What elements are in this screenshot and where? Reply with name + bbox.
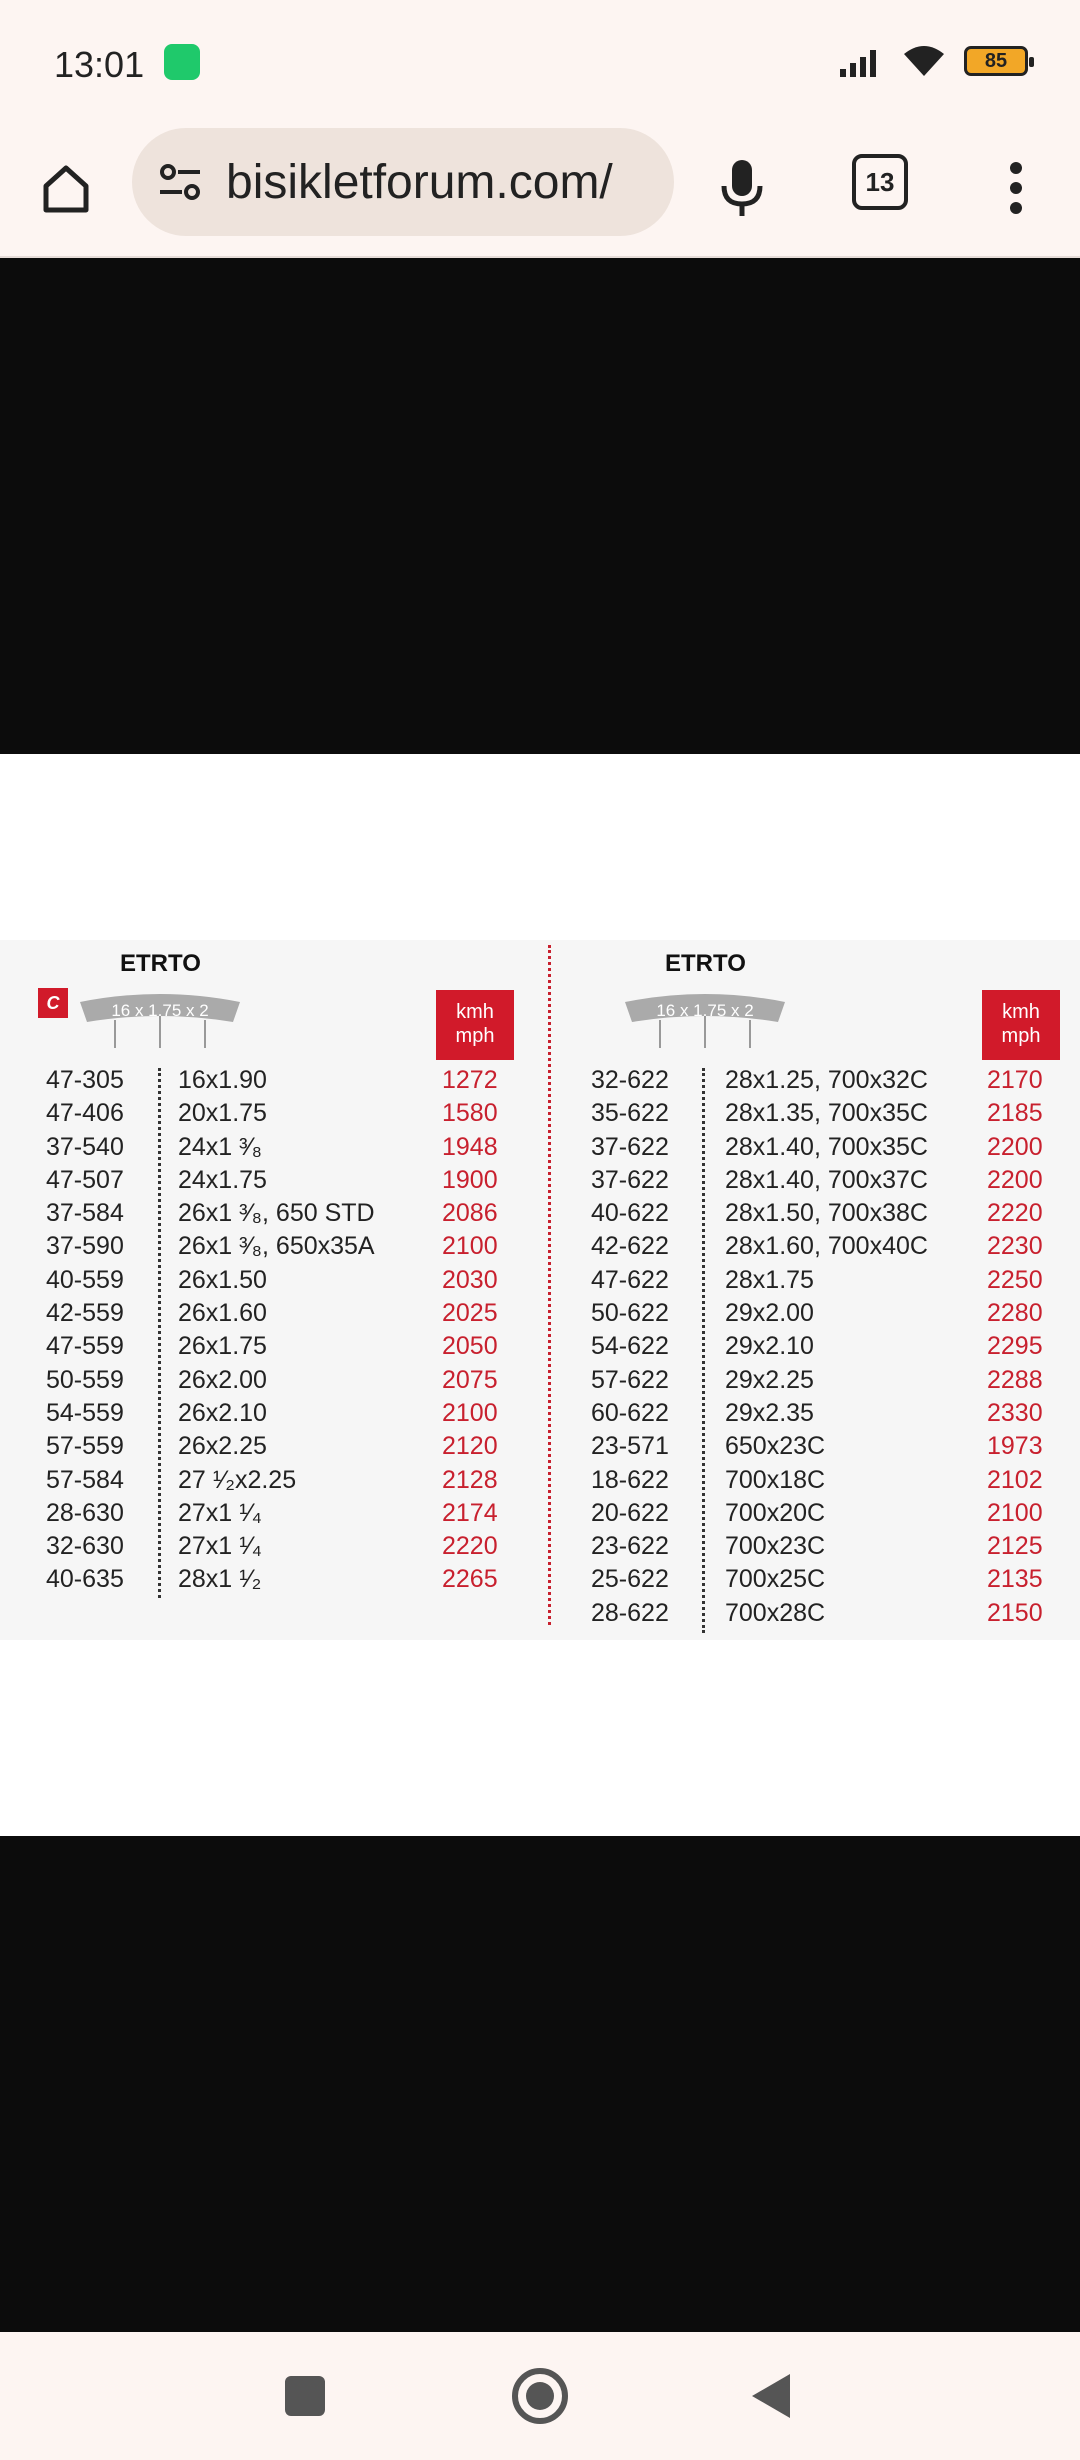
unit-mph: mph bbox=[455, 1025, 495, 1047]
tire-size: 28x1.40, 700x35C bbox=[725, 1132, 928, 1161]
tire-size: 27 ¹⁄₂x2.25 bbox=[178, 1465, 297, 1494]
tire-size: 29x2.00 bbox=[725, 1299, 814, 1328]
speed-unit-badge bbox=[436, 990, 514, 1060]
right-table-rows bbox=[575, 1066, 1075, 1632]
microphone-icon bbox=[718, 158, 766, 218]
circumference-value: 2250 bbox=[987, 1265, 1043, 1294]
system-icons bbox=[838, 44, 1028, 78]
circumference-value: 2220 bbox=[987, 1199, 1043, 1228]
voice-search-button[interactable] bbox=[706, 152, 778, 224]
etrto-code: 37-622 bbox=[591, 1165, 669, 1194]
tire-size: 700x18C bbox=[725, 1465, 826, 1494]
circumference-value: 2280 bbox=[987, 1299, 1043, 1328]
back-button[interactable] bbox=[752, 2374, 790, 2418]
etrto-code: 20-622 bbox=[591, 1498, 669, 1527]
etrto-code: 47-406 bbox=[46, 1099, 124, 1128]
tire-size: 26x1.60 bbox=[178, 1299, 267, 1328]
etrto-code: 37-540 bbox=[46, 1132, 124, 1161]
unit-mph: mph bbox=[1001, 1025, 1041, 1047]
table-row bbox=[575, 1432, 1075, 1465]
etrto-code: 42-622 bbox=[591, 1232, 669, 1261]
home-button[interactable] bbox=[30, 152, 102, 224]
etrto-header: ETRTO bbox=[120, 950, 201, 977]
table-row bbox=[575, 1565, 1075, 1598]
circumference-value: 2100 bbox=[987, 1498, 1043, 1527]
table-row bbox=[30, 1299, 550, 1332]
etrto-code: 35-622 bbox=[591, 1099, 669, 1128]
etrto-code: 37-584 bbox=[46, 1199, 124, 1228]
etrto-code: 32-630 bbox=[46, 1532, 124, 1561]
etrto-code: 37-590 bbox=[46, 1232, 124, 1261]
address-bar[interactable] bbox=[132, 128, 674, 236]
table-row bbox=[30, 1366, 550, 1399]
tire-size: 26x2.25 bbox=[178, 1432, 267, 1461]
etrto-code: 60-622 bbox=[591, 1398, 669, 1427]
circumference-value: 2200 bbox=[987, 1165, 1043, 1194]
tire-size: 26x1.50 bbox=[178, 1265, 267, 1294]
table-row bbox=[30, 1499, 550, 1532]
tire-size: 20x1.75 bbox=[178, 1099, 267, 1128]
etrto-code: 25-622 bbox=[591, 1565, 669, 1594]
unit-kmh: kmh bbox=[456, 1001, 494, 1023]
url-text[interactable]: bisikletforum.com/ bbox=[226, 155, 613, 209]
tire-size: 26x2.10 bbox=[178, 1398, 267, 1427]
circumference-value: 2150 bbox=[987, 1598, 1043, 1627]
circumference-value: 2086 bbox=[442, 1199, 498, 1228]
site-settings-icon[interactable] bbox=[156, 158, 204, 206]
battery-level: 85 bbox=[984, 49, 1008, 72]
circumference-value: 2125 bbox=[987, 1532, 1043, 1561]
signal-icon bbox=[838, 45, 884, 77]
etrto-code: 28-622 bbox=[591, 1598, 669, 1627]
circumference-value: 1900 bbox=[442, 1165, 498, 1194]
table-row bbox=[575, 1499, 1075, 1532]
tire-size: 29x2.35 bbox=[725, 1398, 814, 1427]
circumference-value: 2100 bbox=[442, 1232, 498, 1261]
more-vert-icon bbox=[1006, 160, 1026, 216]
tire-size: 16x1.90 bbox=[178, 1066, 267, 1094]
circumference-value: 2174 bbox=[442, 1498, 498, 1527]
etrto-header: ETRTO bbox=[665, 950, 746, 977]
tire-size: 700x25C bbox=[725, 1565, 826, 1594]
etrto-code: 32-622 bbox=[591, 1066, 669, 1094]
circumference-value: 1272 bbox=[442, 1066, 498, 1094]
page-black-band-top bbox=[0, 260, 1080, 754]
table-row bbox=[575, 1266, 1075, 1299]
circumference-value: 1948 bbox=[442, 1132, 498, 1161]
etrto-code: 23-622 bbox=[591, 1532, 669, 1561]
tire-diagram-icon bbox=[620, 990, 790, 1050]
circumference-value: 2185 bbox=[987, 1099, 1043, 1128]
table-left-half bbox=[30, 940, 550, 1640]
overflow-menu-button[interactable] bbox=[980, 152, 1052, 224]
tire-size: 700x20C bbox=[725, 1498, 826, 1527]
circumference-value: 2220 bbox=[442, 1532, 498, 1561]
etrto-code: 57-622 bbox=[591, 1365, 669, 1394]
etrto-code: 40-622 bbox=[591, 1199, 669, 1228]
circumference-value: 2120 bbox=[442, 1432, 498, 1461]
left-table-rows bbox=[30, 1066, 550, 1599]
etrto-code: 37-622 bbox=[591, 1132, 669, 1161]
home-icon bbox=[38, 160, 94, 216]
table-row bbox=[30, 1399, 550, 1432]
table-row bbox=[30, 1232, 550, 1265]
etrto-code: 47-559 bbox=[46, 1332, 124, 1361]
circumference-value: 2025 bbox=[442, 1299, 498, 1328]
table-row bbox=[30, 1133, 550, 1166]
table-row bbox=[30, 1166, 550, 1199]
etrto-code: 54-559 bbox=[46, 1398, 124, 1427]
tire-diagram-label: 16 x 1.75 x 2 bbox=[656, 1001, 754, 1020]
tire-size: 27x1 ¹⁄₄ bbox=[178, 1498, 262, 1527]
table-row bbox=[575, 1599, 1075, 1632]
circumference-value: 2030 bbox=[442, 1265, 498, 1294]
page-black-band-bottom bbox=[0, 1836, 1080, 2332]
tire-size: 28x1.35, 700x35C bbox=[725, 1099, 928, 1128]
tire-size: 28x1.40, 700x37C bbox=[725, 1165, 928, 1194]
circumference-value: 2075 bbox=[442, 1365, 498, 1394]
tire-size: 24x1 ³⁄₈ bbox=[178, 1132, 263, 1161]
clock: 13:01 bbox=[54, 44, 145, 85]
circumference-value: 2135 bbox=[987, 1565, 1043, 1594]
circumference-value: 1580 bbox=[442, 1099, 498, 1128]
etrto-code: 40-559 bbox=[46, 1265, 124, 1294]
recents-button[interactable] bbox=[285, 2376, 325, 2416]
tire-diagram-icon bbox=[75, 990, 245, 1050]
circumference-value: 2265 bbox=[442, 1565, 498, 1594]
circumference-value: 2050 bbox=[442, 1332, 498, 1361]
table-row bbox=[30, 1199, 550, 1232]
etrto-code: 57-559 bbox=[46, 1432, 124, 1461]
tire-size: 28x1.25, 700x32C bbox=[725, 1066, 928, 1094]
tire-size: 26x1 ³⁄₈, 650x35A bbox=[178, 1232, 375, 1261]
tire-diagram-label: 16 x 1.75 x 2 bbox=[111, 1001, 209, 1020]
table-row bbox=[575, 1299, 1075, 1332]
table-row bbox=[575, 1332, 1075, 1365]
home-nav-button[interactable] bbox=[512, 2368, 568, 2424]
table-row bbox=[575, 1232, 1075, 1265]
table-row bbox=[30, 1466, 550, 1499]
etrto-code: 50-559 bbox=[46, 1365, 124, 1394]
etrto-code: 40-635 bbox=[46, 1565, 124, 1594]
speed-unit-badge bbox=[982, 990, 1060, 1060]
table-row bbox=[575, 1466, 1075, 1499]
tire-size: 29x2.25 bbox=[725, 1365, 814, 1394]
etrto-code: 42-559 bbox=[46, 1299, 124, 1328]
tire-size: 24x1.75 bbox=[178, 1165, 267, 1194]
table-row bbox=[575, 1199, 1075, 1232]
circumference-value: 2295 bbox=[987, 1332, 1043, 1361]
browser-toolbar bbox=[0, 128, 1080, 258]
table-row bbox=[30, 1266, 550, 1299]
tire-size: 28x1.50, 700x38C bbox=[725, 1199, 928, 1228]
etrto-code: 18-622 bbox=[591, 1465, 669, 1494]
wifi-icon bbox=[902, 44, 946, 78]
table-row bbox=[30, 1532, 550, 1565]
unit-kmh: kmh bbox=[1002, 1001, 1040, 1023]
etrto-code: 57-584 bbox=[46, 1465, 124, 1494]
tire-size: 26x2.00 bbox=[178, 1365, 267, 1394]
battery-icon bbox=[964, 46, 1028, 76]
table-row bbox=[30, 1099, 550, 1132]
table-row bbox=[575, 1399, 1075, 1432]
tire-size: 26x1 ³⁄₈, 650 STD bbox=[178, 1199, 375, 1228]
etrto-code: 50-622 bbox=[591, 1299, 669, 1328]
tire-size: 700x23C bbox=[725, 1532, 826, 1561]
table-row bbox=[30, 1565, 550, 1598]
table-row bbox=[30, 1432, 550, 1465]
circumference-value: 1973 bbox=[987, 1432, 1043, 1461]
table-right-half bbox=[575, 940, 1075, 1640]
circumference-value: 2100 bbox=[442, 1398, 498, 1427]
etrto-code: 47-507 bbox=[46, 1165, 124, 1194]
notification-app-icon bbox=[164, 44, 200, 80]
table-row bbox=[30, 1066, 550, 1099]
tire-size: 700x28C bbox=[725, 1598, 826, 1627]
tire-size-table-image bbox=[0, 940, 1080, 1640]
table-row bbox=[575, 1099, 1075, 1132]
table-row bbox=[575, 1366, 1075, 1399]
circumference-value: 2128 bbox=[442, 1465, 498, 1494]
tab-switcher-button[interactable] bbox=[852, 154, 908, 210]
table-row bbox=[575, 1166, 1075, 1199]
tire-size: 650x23C bbox=[725, 1432, 826, 1461]
circumference-value: 2102 bbox=[987, 1465, 1043, 1494]
table-row bbox=[575, 1532, 1075, 1565]
etrto-code: 23-571 bbox=[591, 1432, 669, 1461]
status-bar bbox=[0, 0, 1080, 128]
circumference-value: 2288 bbox=[987, 1365, 1043, 1394]
etrto-code: 28-630 bbox=[46, 1498, 124, 1527]
table-row bbox=[575, 1133, 1075, 1166]
etrto-code: 47-305 bbox=[46, 1066, 124, 1094]
etrto-code: 54-622 bbox=[591, 1332, 669, 1361]
circumference-value: 2170 bbox=[987, 1066, 1043, 1094]
brand-logo-icon: C bbox=[38, 988, 68, 1018]
circumference-value: 2200 bbox=[987, 1132, 1043, 1161]
circumference-value: 2330 bbox=[987, 1398, 1043, 1427]
system-navigation-bar bbox=[0, 2332, 1080, 2460]
table-row bbox=[575, 1066, 1075, 1099]
circumference-value: 2230 bbox=[987, 1232, 1043, 1261]
tire-size: 28x1.75 bbox=[725, 1265, 814, 1294]
etrto-code: 47-622 bbox=[591, 1265, 669, 1294]
tire-size: 26x1.75 bbox=[178, 1332, 267, 1361]
table-row bbox=[30, 1332, 550, 1365]
tire-size: 29x2.10 bbox=[725, 1332, 814, 1361]
tire-size: 28x1.60, 700x40C bbox=[725, 1232, 928, 1261]
tire-size: 28x1 ¹⁄₂ bbox=[178, 1565, 262, 1594]
tab-count: 13 bbox=[865, 166, 895, 197]
tire-size: 27x1 ¹⁄₄ bbox=[178, 1532, 262, 1561]
